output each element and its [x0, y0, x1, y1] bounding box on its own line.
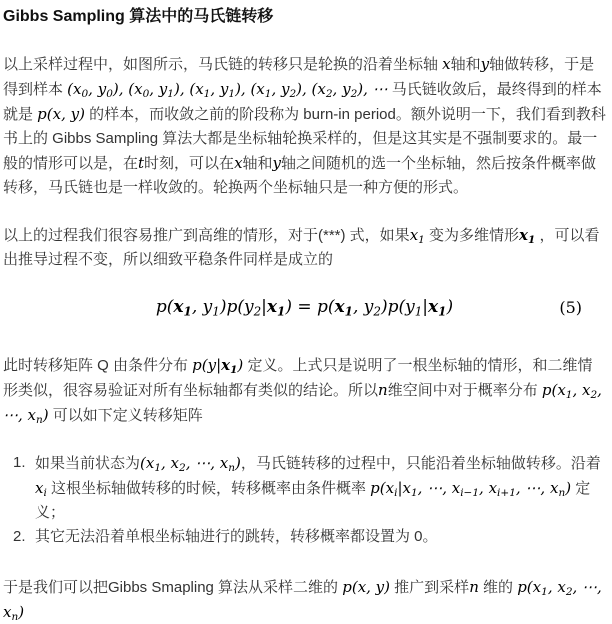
rule-item-1: [13, 451, 606, 525]
paragraph-transition-matrix: 此时转移矩阵 Q 由条件分布 $p(y|x_1)$ 定义。上式只是说明了一根坐标轴的情形，和二维情形类似，很容易验证对所有坐标轴都有类似的结论。所以n维空间中对于概率分布 $p(x_1$, $x_2$, ⋯, $x_n$) 可以如下定义转移矩阵: [3, 356, 602, 426]
list-item-text: 其它无法沿着单根坐标轴进行的跳转，转移概率都设置为 0。: [35, 528, 438, 545]
equation-block: [3, 295, 606, 320]
page-title: Gibbs Sampling 算法中的马氏链转移: [3, 8, 274, 25]
paragraph-conclusion: 于是我们可以把Gibbs Smapling 算法从采样二维的 p(x, y) 推广到采样n 维的 $p(x_1$, $x_2$, ⋯, $x_n$): [3, 578, 602, 623]
equation-number: (5): [559, 297, 582, 317]
paragraph-sampling-process: 以上采样过程中，如图所示，马氏链的转移只是轮换的沿着坐标轴 x轴和y轴做转移，于是得到样本 ($x_0$, $y_0$), ($x_0$, $y_1$), ($x_1$, $y_1$), ($x_1$, $y_2$), ($x_2$, $y_2$), ⋯ 马氏链收敛后，最终得到的样本就是 p(x, y) 的样本，而收敛之前的阶段称为 burn-in period。额外说明一下，我们看到教科书上的 Gibbs Sampling 算法大都是坐标轴轮换采样的，但是这其实是不强制要求的。最一般的情形可以是，在t时刻，可以在x轴和y轴之间随机的选一个坐标轴，然后按条件概率做转移，马氏链也是一样收敛的。轮换两个坐标轴只是一种方便的形式。: [3, 55, 606, 196]
equation-detailed-balance: $p(x_1$, $y_1)p(y_2|x_1) = p(x_1$, $y_2)p(y_1|x_1)$: [155, 297, 454, 319]
list-marker: 1.: [13, 454, 26, 471]
list-item-text: 如果当前状态为($x_1$, $x_2$, ⋯, $x_n$)，马氏链转移的过程中，只能沿着坐标轴做转移。沿着 $x_i$ 这根坐标轴做转移的时候，转移概率由条件概率 $p(x_i|x_1$, ⋯, $x_{i-1}$, $x_{i+1}$, ⋯, $x_n$) 定义；: [35, 454, 601, 521]
rule-item-2: [13, 525, 606, 549]
list-marker: 2.: [13, 528, 26, 545]
paragraph-high-dim-generalization: 以上的过程我们很容易推广到高维的情形，对于(***) 式，如果$x_1$ 变为多维情形$x_1$ ，可以看出推导过程不变，所以细致平稳条件同样是成立的: [3, 226, 600, 268]
transition-rules-list: [3, 451, 606, 549]
